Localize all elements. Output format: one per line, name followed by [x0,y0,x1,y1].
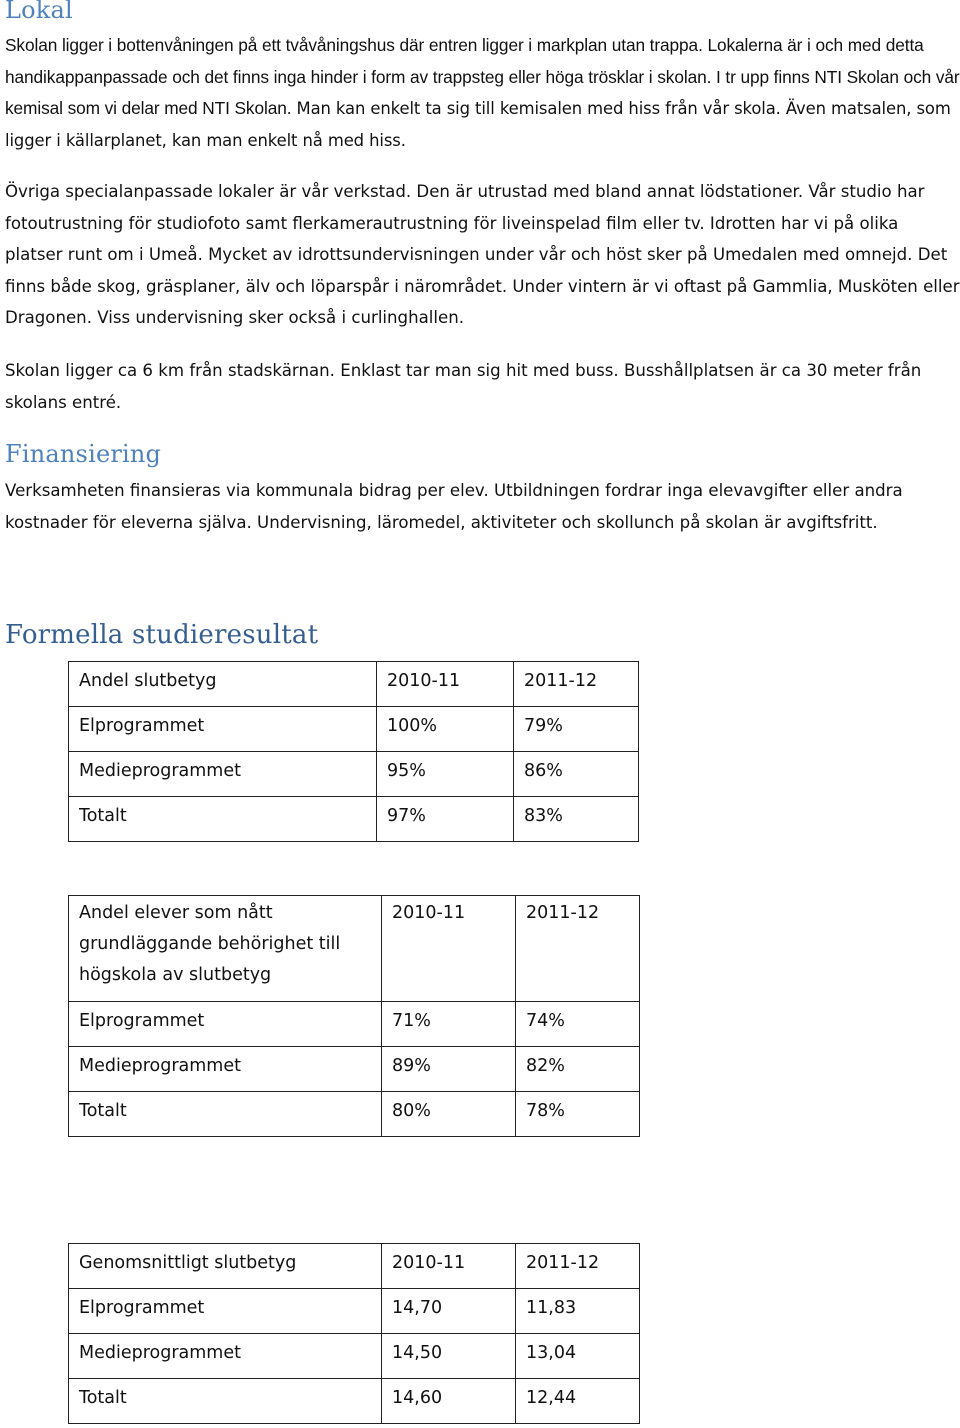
table-cell [377,707,514,752]
table-cell [514,707,639,752]
table-cell [382,1092,516,1137]
table-cell [69,752,377,797]
table-cell-text: 2010-11 [392,903,466,923]
table-cell-text: Andel slutbetyg [79,671,217,691]
table-cell [516,1002,640,1047]
table-cell [69,1047,382,1092]
table-cell [516,1047,640,1092]
table-cell-text: Genomsnittligt slutbetyg [79,1253,297,1273]
table-header-row [69,896,640,1002]
table-row [69,797,639,842]
table-cell [514,797,639,842]
table-header-cell [69,662,377,707]
table-cell-text: Elprogrammet [79,716,205,736]
paragraph-lokal-1 [5,30,960,156]
table-cell-text: 2011-12 [524,671,598,691]
table-cell [69,1092,382,1137]
table-cell-text: Elprogrammet [79,1011,205,1031]
table-cell [382,1047,516,1092]
table-cell-text: 14,70 [392,1298,443,1318]
table-cell [382,1289,516,1334]
table-cell-text: 2011-12 [526,1253,600,1273]
table-cell-text: 2010-11 [392,1253,466,1273]
table-cell-text: 86% [524,761,563,781]
table-cell-text: 14,60 [392,1388,443,1408]
table-cell [69,797,377,842]
paragraph-lokal-1-part-b: Man kan enkelt ta sig till kemisalen med hiss från vår skola. Även matsalen, som ligger i källarplanet, kan man enkelt nå med hiss. [5,99,951,150]
table-row [69,1334,640,1379]
table-cell [69,1002,382,1047]
heading-formella-studieresultat: Formella studieresultat [5,620,319,650]
table-cell-text: 97% [387,806,426,826]
table-header-cell [514,662,639,707]
table-cell-text: Medieprogrammet [79,1056,241,1076]
table-row [69,1047,640,1092]
table-cell [382,1002,516,1047]
table-cell [69,1379,382,1424]
table-cell-text: 74% [526,1011,565,1031]
table-row [69,752,639,797]
table-cell [516,1289,640,1334]
table-cell-text: 95% [387,761,426,781]
table-cell [69,1289,382,1334]
paragraph-lokal-1-part-a: Skolan ligger i bottenvåningen på ett tvåvåningshus där entren ligger i markplan utan trappa. Lokalerna är i och med detta handikappanpassade och det finns inga hinder i form av trappsteg eller höga trösklar i skolan. I tr upp finns NTI Skolan och vår kemisal som vi delar med NTI Skolan. [5,35,960,118]
table-cell-text: 78% [526,1101,565,1121]
table-cell [69,1334,382,1379]
table-cell [382,1334,516,1379]
table-row [69,707,639,752]
heading-finansiering: Finansiering [5,440,162,468]
table-cell-text: Medieprogrammet [79,1343,241,1363]
table-cell-text: 12,44 [526,1388,577,1408]
table-cell-text: Andel elever som nått grundläggande behörighet till högskola av slutbetyg [79,903,341,985]
table-cell-text: 100% [387,716,438,736]
table-cell-text: 83% [524,806,563,826]
table-header-cell [382,1244,516,1289]
table-row [69,1092,640,1137]
table-header-row [69,662,639,707]
heading-lokal: Lokal [5,0,73,24]
table-cell-text: Totalt [79,1388,127,1408]
table-header-cell [69,1244,382,1289]
table-row [69,1002,640,1047]
table-cell-text: 13,04 [526,1343,577,1363]
table-cell [377,752,514,797]
paragraph-lokal-3: Skolan ligger ca 6 km från stadskärnan. Enklast tar man sig hit med buss. Busshållplatsen är ca 30 meter från skolans entré. [5,361,922,412]
table-cell [69,707,377,752]
table-andel-slutbetyg [68,661,639,842]
table-cell-text: 2010-11 [387,671,461,691]
table-cell [382,1379,516,1424]
paragraph-lokal-2: Övriga specialanpassade lokaler är vår verkstad. Den är utrustad med bland annat lödstationer. Vår studio har fotoutrustning för studiofoto samt flerkamerautrustning för liveinspelad film eller tv. Idrotten har vi på olika platser runt om i Umeå. Mycket av idrottsundervisningen under vår och höst sker på Umedalen med omnejd. Det finns både skog, gräsplaner, älv och löparspår i närområdet. Under vintern är vi oftast på Gammlia, Musköten eller Dragonen. Viss undervisning sker också i curlinghallen. [5,182,960,327]
table-cell-text: Totalt [79,806,127,826]
table-cell-text: 11,83 [526,1298,577,1318]
table-cell-text: 14,50 [392,1343,443,1363]
table-header-cell [516,1244,640,1289]
table-cell-text: Elprogrammet [79,1298,205,1318]
table-genomsnittligt-slutbetyg [68,1243,640,1424]
table-hogskolebehorighet [68,895,640,1137]
table-cell-text: Totalt [79,1101,127,1121]
paragraph-finansiering: Verksamheten finansieras via kommunala bidrag per elev. Utbildningen fordrar inga elevavgifter eller andra kostnader för eleverna själva. Undervisning, läromedel, aktiviteter och skollunch på skolan är avgiftsfritt. [5,481,903,532]
table-cell [516,1379,640,1424]
table-header-cell [377,662,514,707]
table-cell [516,1092,640,1137]
table-header-cell [516,896,640,1002]
table-header-cell [382,896,516,1002]
table-cell-text: 79% [524,716,563,736]
table-cell [377,797,514,842]
table-cell-text: 89% [392,1056,431,1076]
table-cell-text: 2011-12 [526,903,600,923]
table-row [69,1379,640,1424]
table-cell-text: 82% [526,1056,565,1076]
table-header-row [69,1244,640,1289]
table-header-cell [69,896,382,1002]
table-cell [516,1334,640,1379]
table-row [69,1289,640,1334]
table-cell-text: 71% [392,1011,431,1031]
table-cell-text: Medieprogrammet [79,761,241,781]
table-cell-text: 80% [392,1101,431,1121]
table-cell [514,752,639,797]
